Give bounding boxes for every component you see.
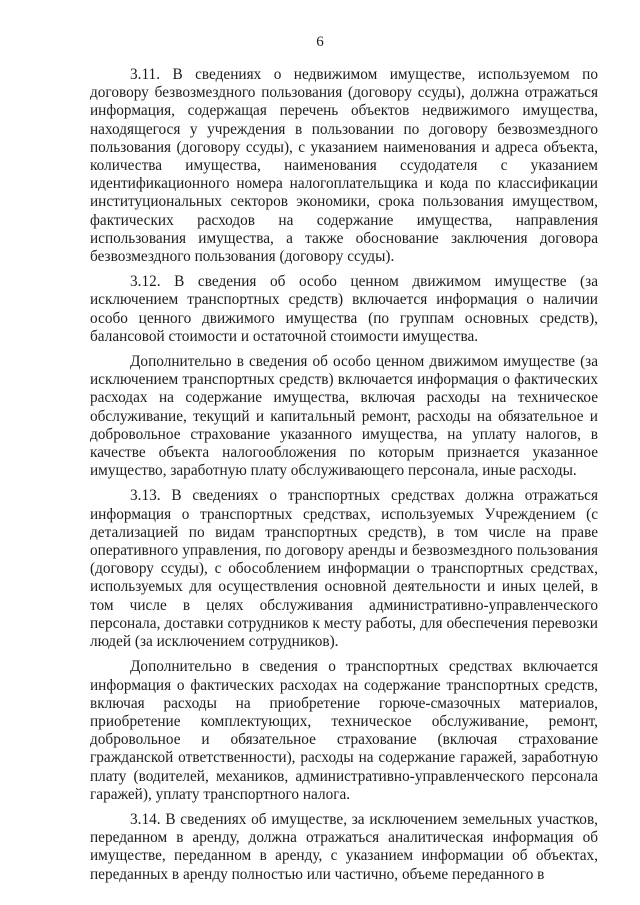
paragraph-3-14: 3.14. В сведениях об имуществе, за исключением земельных участков, переданном в аренду, должна отражаться аналитическая информация об имуществе, переданном в аренду, с указанием информации об объектах, переданных в аренду полностью или частично, объеме переданного в [90,810,598,883]
paragraph-3-12: 3.12. В сведения об особо ценном движимом имуществе (за исключением транспортных средств) включается информация о наличии особо ценного движимого имущества (по группам основных средств), балансовой стоимости и остаточной стоимости имущества. [90,273,598,345]
paragraph-3-12-additional: Дополнительно в сведения об особо ценном движимом имуществе (за исключением транспортных средств) включается информация о фактических расходах на содержание имущества, включая расходы на техническое обслуживание, текущий и капитальный ремонт, расходы на обязательное и добровольное страхование указанного имущества, на уплату налогов, в качестве объекта налогообложения по которым признается указанное имущество, заработную плату обслуживающего персонала, иные расходы. [90,353,598,480]
paragraph-3-13-additional: Дополнительно в сведения о транспортных средствах включается информация о фактических расходах на содержание транспортных средств, включая расходы на приобретение горюче-смазочных материалов, приобретение комплектующих, техническое обслуживание, ремонт, добровольное и обязательное страхование (включая страхование гражданской ответственности), расходы на содержание гаражей, заработную плату (водителей, механиков, административно-управленческого персонала гаражей), уплату транспортного налога. [90,658,598,803]
paragraph-3-13: 3.13. В сведениях о транспортных средствах должна отражаться информация о транспортных средствах, используемых Учреждением (с детализацией по видам транспортных средств), в том числе на праве оперативного управления, по договору аренды и безвозмездного пользования (договору ссуды), с обособлением информации о транспортных средствах, используемых для осуществления основной деятельности и иных целей, в том числе в целях обслуживания административно-управленческого персонала, доставки сотрудников к месту работы, для обеспечения перевозки людей (за исключением сотрудников). [90,487,598,651]
paragraph-3-11: 3.11. В сведениях о недвижимом имуществе, используемом по договору безвозмездного пользования (договору ссуды), должна отражаться информация, содержащая перечень объектов недвижимого имущества, находящегося у учреждения в пользовании по договору безвозмездного пользования (договору ссуды), с указанием наименования и адреса объекта, количества имущества, наименования ссудодателя с указанием идентификационного номера налогоплательщика и кода по классификации институциональных секторов экономики, срока пользования имуществом, фактических расходов на содержание имущества, направления использования имущества, а также обоснование заключения договора безвозмездного пользования (договору ссуды). [90,66,598,266]
page-number: 6 [316,34,324,50]
document-body [90,66,598,891]
